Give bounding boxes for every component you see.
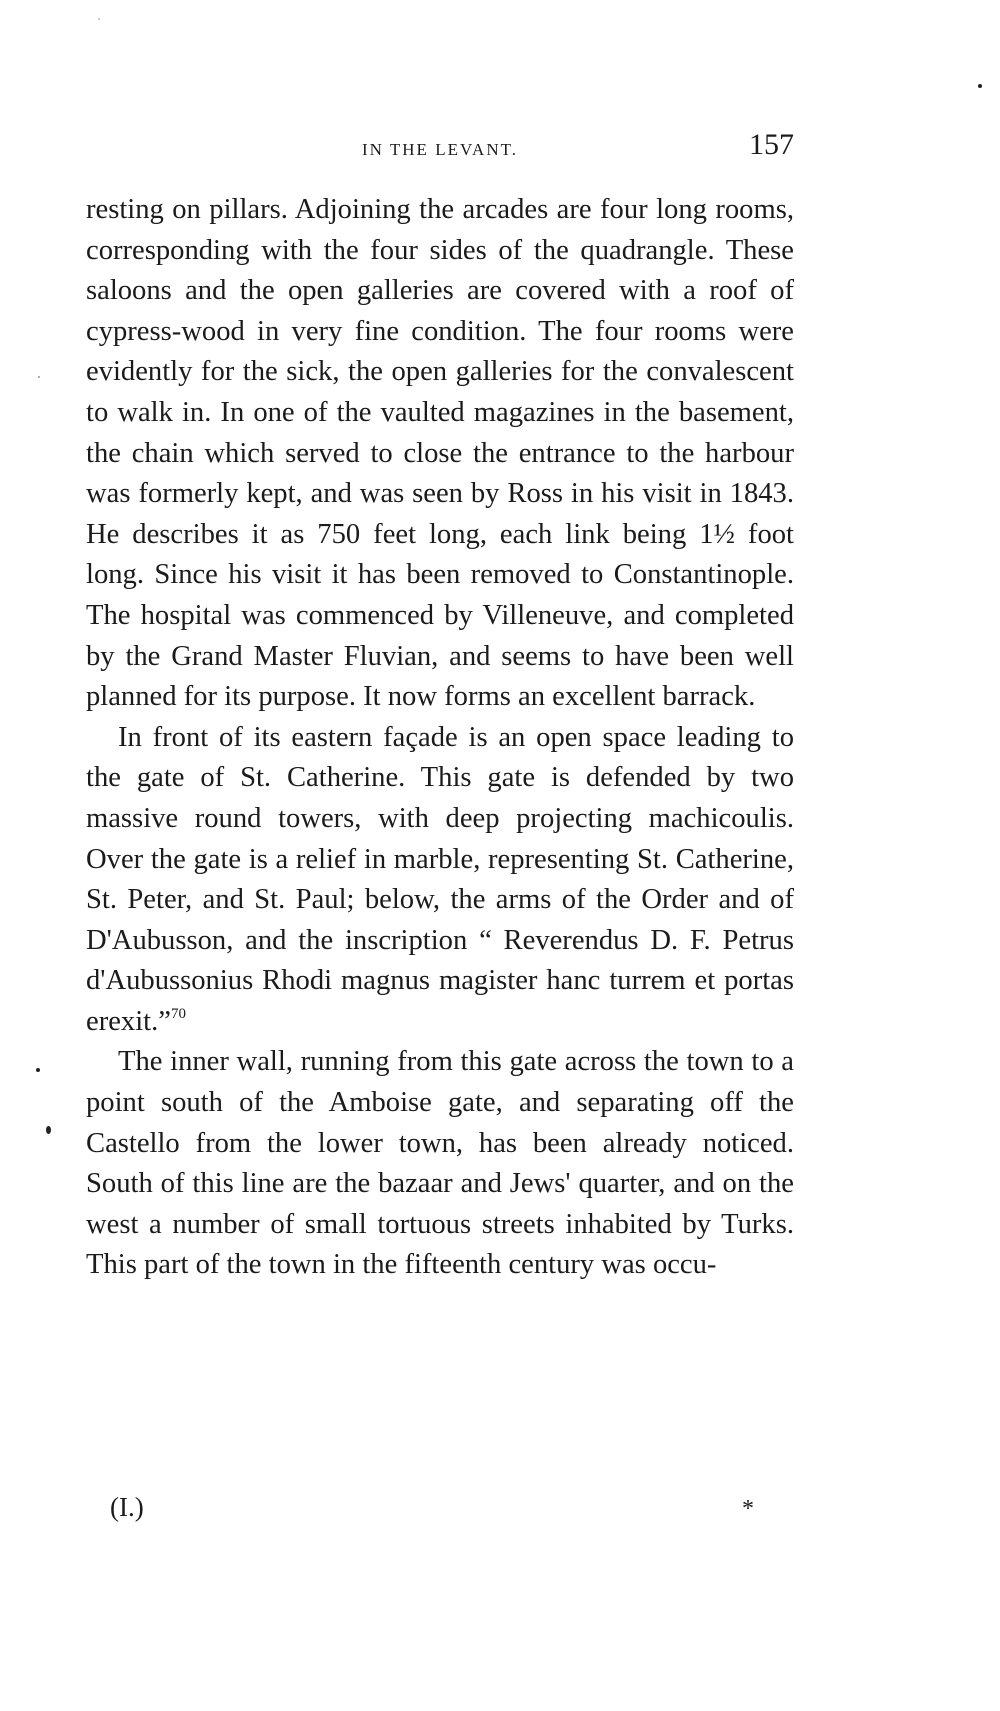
paragraph-3 xyxy=(86,1042,794,1286)
paper-speck xyxy=(46,1126,51,1134)
paragraph-3-text: The inner wall, running from this gate across the town to a point south of the Amboise gate, and separating off the Castello from the lower town, has been already noticed. South of this line are the bazaar and Jews' quarter, and on the west a number of small tortuous streets inhabited by Turks. This part of the town in the fifteenth century was occu- xyxy=(86,1046,794,1281)
page-header xyxy=(86,128,794,168)
paragraph-2-text: In front of its eastern façade is an open space leading to the gate of St. Catherine. This gate is defended by two massive round towers, with deep projecting machicoulis. Over the gate is a relief in marble, representing St. Catherine, St. Peter, and St. Paul; below, the arms of the Order and of D'Aubusson, and the inscription “ Reverendus D. F. Petrus d'Aubussonius Rhodi magnus magister hanc turrem et portas erexit.” xyxy=(86,721,794,1037)
page-footer xyxy=(86,1492,794,1532)
body-text xyxy=(86,190,794,1286)
running-head: IN THE LEVANT. xyxy=(362,140,518,159)
footnote-reference: 70 xyxy=(170,1005,186,1022)
signature-mark: (I.) xyxy=(110,1492,144,1522)
asterisk-mark: * xyxy=(742,1496,754,1522)
paper-speck xyxy=(38,376,40,378)
page-number: 157 xyxy=(749,128,794,161)
paragraph-1-text: resting on pillars. Adjoining the arcades are four long rooms, corresponding with the four sides of the quadrangle. These saloons and the open galleries are covered with a roof of cypress-wood in very fine condition. The four rooms were evidently for the sick, the open galleries for the convalescent to walk in. In one of the vaulted magazines in the basement, the chain which served to close the entrance to the harbour was formerly kept, and was seen by Ross in his visit in 1843. He describes it as 750 feet long, each link being 1½ foot long. Since his visit it has been removed to Constantinople. The hospital was commenced by Villeneuve, and completed by the Grand Master Fluvian, and seems to have been well planned for its purpose. It now forms an excellent barrack. xyxy=(86,194,794,713)
paragraph-1 xyxy=(86,190,794,718)
paper-speck xyxy=(98,18,100,20)
paper-speck xyxy=(36,1068,40,1072)
paper-speck xyxy=(978,84,982,88)
paragraph-2 xyxy=(86,718,794,1043)
